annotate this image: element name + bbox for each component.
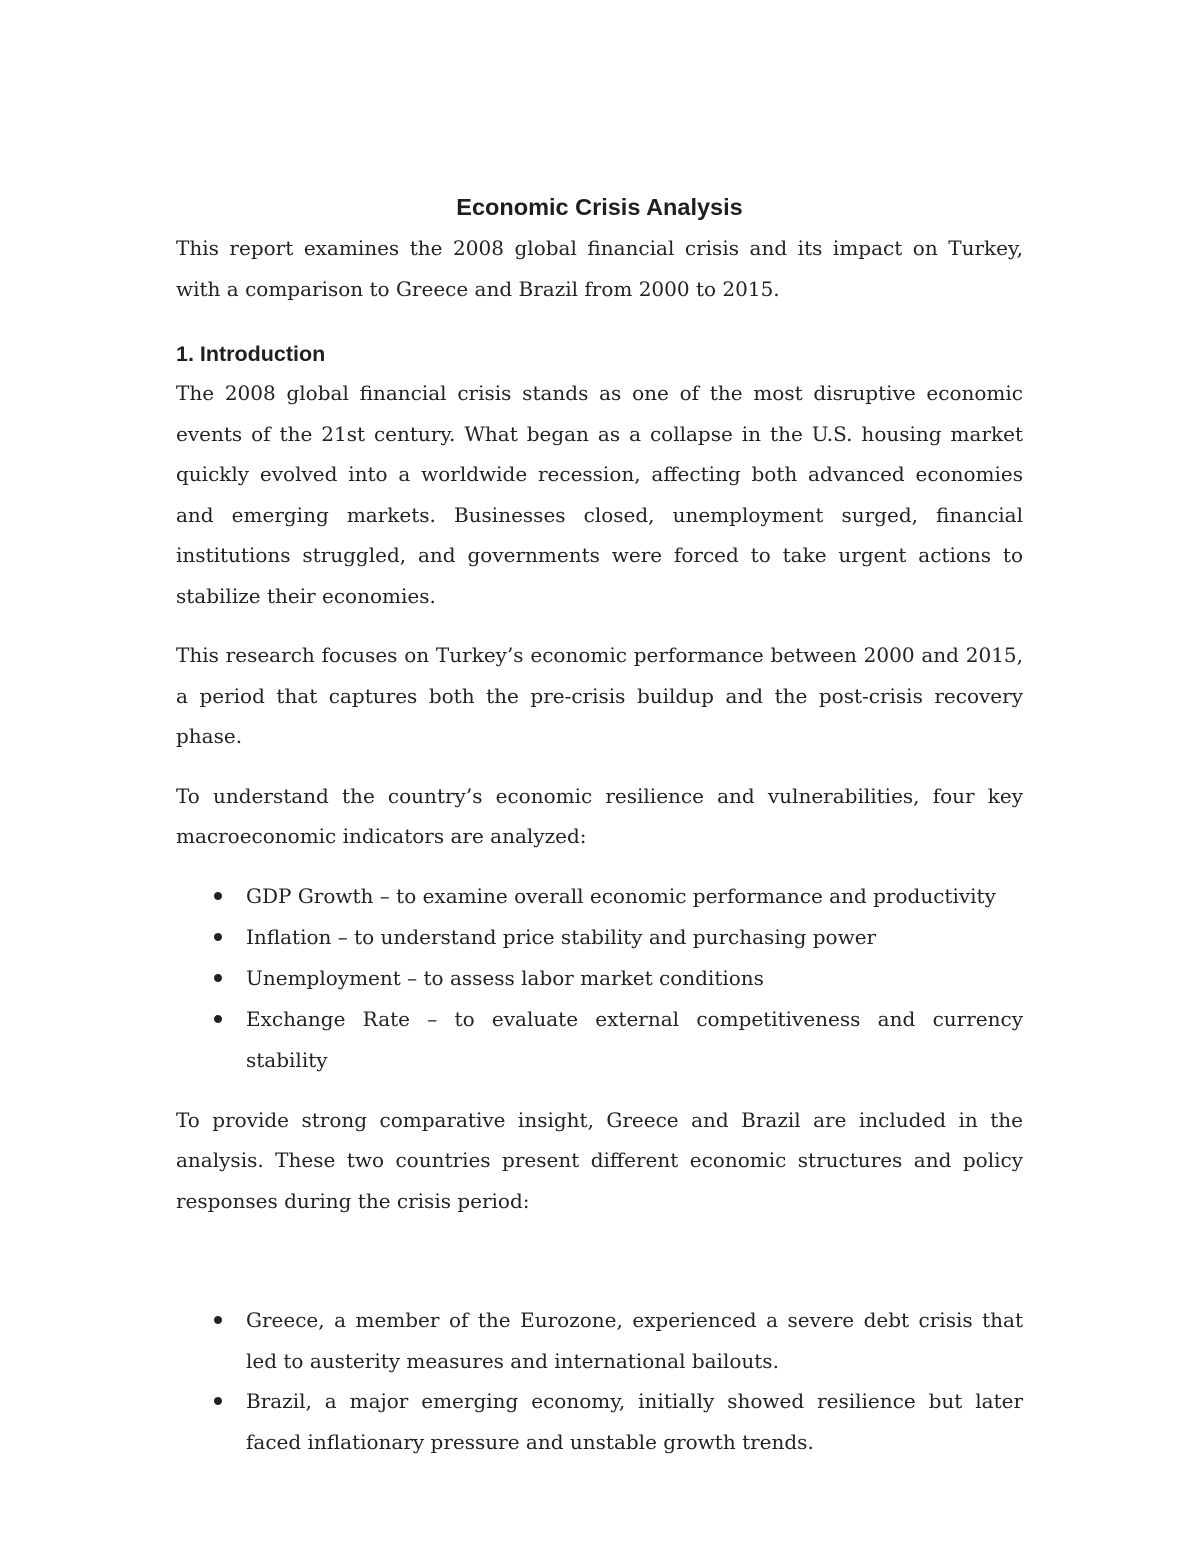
list-item-text: Inflation – to understand price stability and purchasing power [246, 924, 877, 949]
body-paragraph: This research focuses on Turkey’s economic performance between 2000 and 2015, a period that captures both the pre-crisis buildup and the post-crisis recovery phase. [176, 643, 1023, 748]
list-item-text: Exchange Rate – to evaluate external competitiveness and currency stability [246, 1006, 1023, 1072]
list-item-text: Brazil, a major emerging economy, initially showed resilience but later faced inflationary pressure and unstable growth trends. [246, 1389, 1023, 1454]
list-item [176, 958, 1023, 999]
list-item [176, 1381, 1023, 1462]
list-item [176, 876, 1023, 917]
list-item [176, 917, 1023, 958]
body-paragraph: To understand the country’s economic resilience and vulnerabilities, four key macroeconomic indicators are analyzed: [176, 783, 1023, 848]
list-item [176, 1300, 1023, 1381]
country-list [176, 1300, 1023, 1462]
bullet-icon [214, 974, 222, 982]
body-paragraph: The 2008 global financial crisis stands as one of the most disruptive economic events of the 21st century. What began as a collapse in the U.S. housing market quickly evolved into a worldwide recession, affecting both advanced economies and emerging markets. Businesses closed, unemployment surged, financial institutions struggled, and governments were forced to take urgent actions to stabilize their economies. [176, 381, 1023, 608]
bullet-icon [214, 1316, 222, 1324]
list-item-text: Unemployment – to assess labor market conditions [246, 965, 764, 990]
intro-paragraph: This report examines the 2008 global financial crisis and its impact on Turkey, with a comparison to Greece and Brazil from 2000 to 2015. [176, 236, 1023, 301]
list-item-text: Greece, a member of the Eurozone, experienced a severe debt crisis that led to austerity measures and international bailouts. [246, 1308, 1023, 1373]
document-body [176, 190, 1023, 1462]
bullet-icon [214, 933, 222, 941]
section-heading-introduction: 1. Introduction [176, 342, 326, 366]
bullet-icon [214, 892, 222, 900]
indicator-list [176, 876, 1023, 1081]
body-paragraph: To provide strong comparative insight, Greece and Brazil are included in the analysis. These two countries present different economic structures and policy responses during the crisis period: [176, 1107, 1023, 1213]
list-item [176, 999, 1023, 1081]
document-title: Economic Crisis Analysis [456, 194, 743, 220]
list-item-text: GDP Growth – to examine overall economic performance and productivity [246, 883, 996, 908]
bullet-icon [214, 1397, 222, 1405]
bullet-icon [214, 1015, 222, 1023]
